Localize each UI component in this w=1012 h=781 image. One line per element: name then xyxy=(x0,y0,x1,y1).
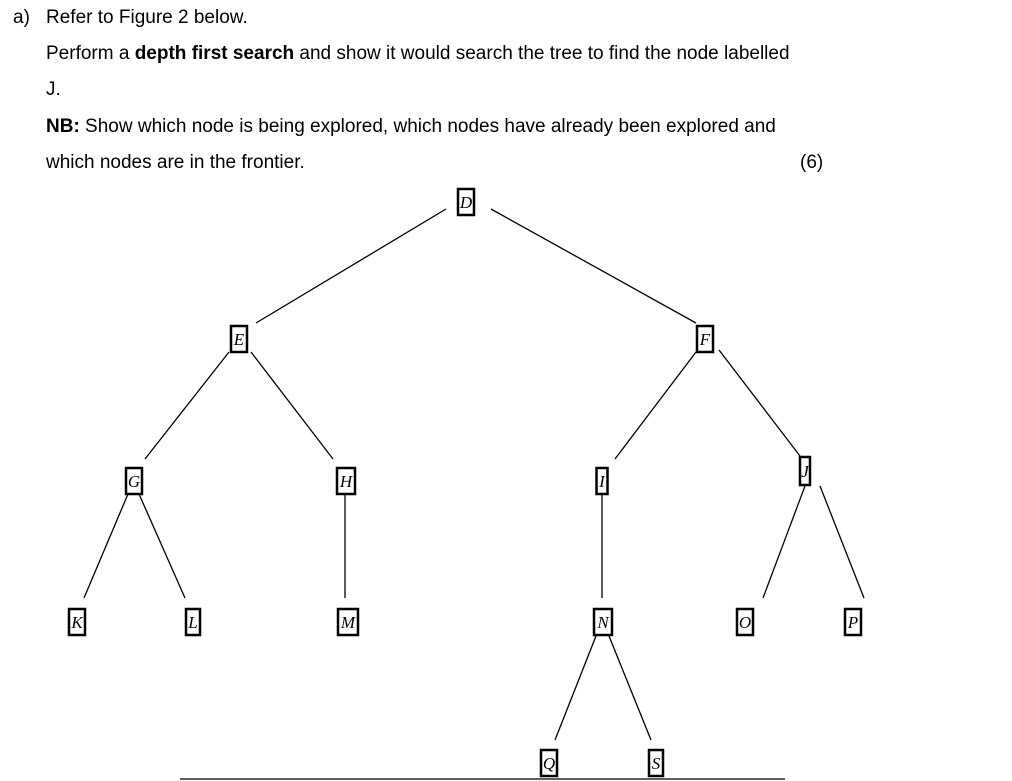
node-s xyxy=(649,750,663,776)
question-line-5: which nodes are in the frontier. xyxy=(46,152,305,173)
tree-edges xyxy=(84,209,864,740)
node-label-f: F xyxy=(699,330,711,349)
edge-j-p xyxy=(820,486,864,598)
question-line-1: Refer to Figure 2 below. xyxy=(46,7,248,28)
node-k xyxy=(69,609,85,635)
node-label-i: I xyxy=(599,472,605,491)
node-j xyxy=(800,457,810,485)
node-f xyxy=(697,326,713,352)
edge-d-f xyxy=(491,209,696,323)
node-h xyxy=(337,468,355,494)
edge-n-q xyxy=(555,636,596,740)
tree-nodes xyxy=(69,189,861,776)
node-label-l: L xyxy=(188,613,198,632)
node-label-d: D xyxy=(459,193,473,212)
node-e xyxy=(231,326,247,352)
question-label: a) xyxy=(13,7,30,28)
depth-first-search-emphasis: depth first search xyxy=(134,43,295,64)
edge-j-o xyxy=(763,486,805,598)
node-label-n: N xyxy=(597,613,609,632)
node-m xyxy=(338,609,358,635)
edge-g-l xyxy=(139,494,185,598)
edge-f-i xyxy=(615,352,696,459)
node-o xyxy=(737,609,753,635)
node-i xyxy=(597,468,608,494)
node-label-m: M xyxy=(340,613,356,632)
node-label-j: J xyxy=(801,462,809,481)
node-label-h: H xyxy=(339,472,353,491)
node-label-q: Q xyxy=(542,754,556,773)
node-d xyxy=(458,189,474,215)
edge-d-e xyxy=(256,209,446,323)
question-line-2-end: and show it would search the tree to find the node labelled xyxy=(294,43,790,64)
edge-e-g xyxy=(145,352,229,459)
question-line-3: J. xyxy=(46,79,61,100)
node-p xyxy=(845,609,861,635)
node-label-k: K xyxy=(71,613,83,632)
node-label-e: E xyxy=(233,330,245,349)
node-label-p: P xyxy=(847,613,859,632)
node-l xyxy=(186,609,200,635)
marks: (6) xyxy=(800,152,824,173)
node-n xyxy=(594,609,612,635)
node-g xyxy=(126,468,142,494)
edge-e-h xyxy=(251,352,333,459)
node-q xyxy=(541,750,557,776)
node-label-o: O xyxy=(738,613,752,632)
edge-f-j xyxy=(719,350,800,456)
nb-text: Show which node is being explored, which nodes have already been explored and xyxy=(79,116,776,137)
node-label-s: S xyxy=(651,754,661,773)
question-line-2-start: Perform a xyxy=(46,43,135,64)
node-label-g: G xyxy=(127,472,141,491)
edge-n-s xyxy=(609,636,651,740)
nb-label: NB: xyxy=(46,116,80,137)
edge-g-k xyxy=(84,494,128,598)
